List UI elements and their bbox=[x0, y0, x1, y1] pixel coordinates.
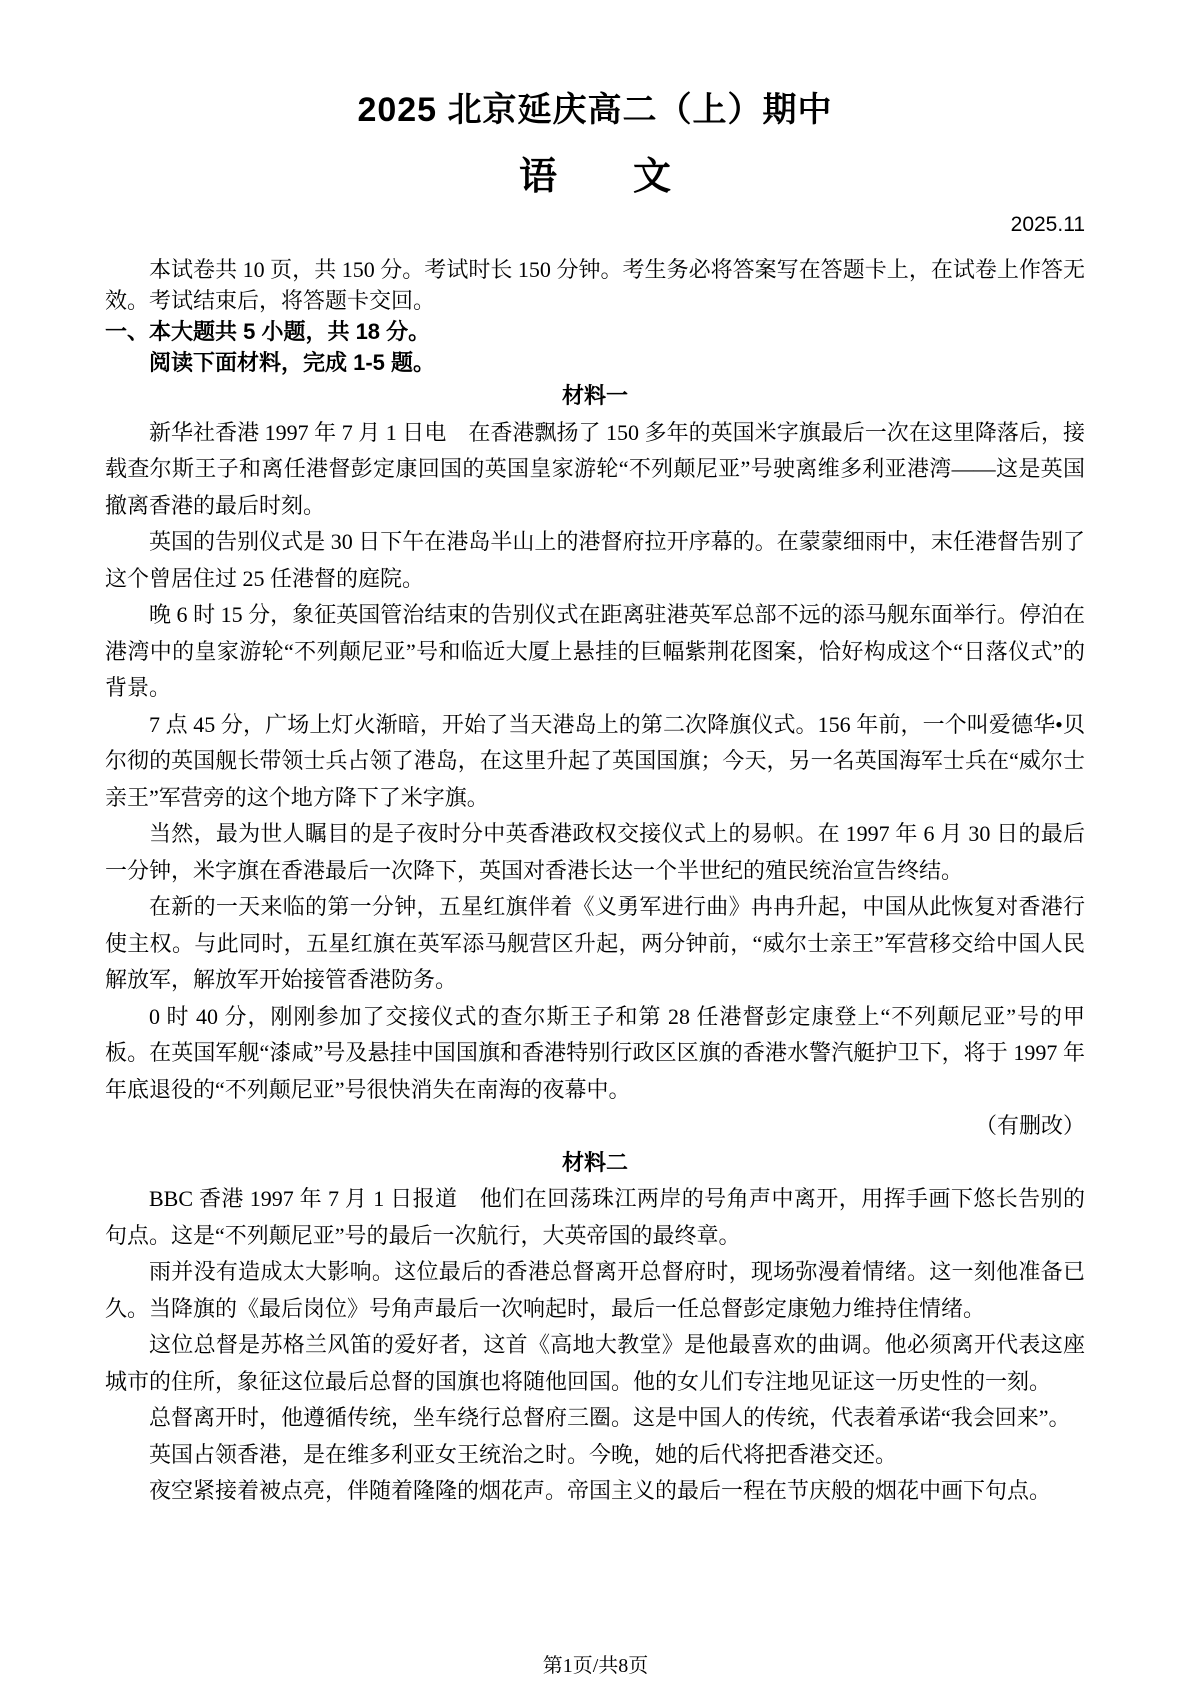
material-2-paragraph: BBC 香港 1997 年 7 月 1 日报道 他们在回荡珠江两岸的号角声中离开，用挥手画下悠长告别的句点。这是“不列颠尼亚”号的最后一次航行，大英帝国的最终章。 bbox=[105, 1186, 1085, 1248]
material-1-heading: 材料一 bbox=[561, 383, 628, 408]
material-2-heading: 材料二 bbox=[561, 1149, 628, 1175]
section-1-heading: 一、本大题共 5 小题，共 18 分。 bbox=[105, 319, 431, 344]
material-1-attribution: （有删改） bbox=[974, 1113, 1085, 1138]
exam-instructions: 本试卷共 10 页，共 150 分。考试时长 150 分钟。考生务必将答案写在答题卡上，在试卷上作答无效。考试结束后，将答题卡交回。 bbox=[105, 257, 1085, 313]
exam-date: 2025.11 bbox=[1010, 213, 1085, 236]
material-2-paragraph: 这位总督是苏格兰风笛的爱好者，这首《高地大教堂》是他最喜欢的曲调。他必须离开代表这座城市的住所，象征这位最后总督的国旗也将随他回国。他的女儿们专注地见证这一历史性的一刻。 bbox=[105, 1332, 1085, 1394]
exam-title: 2025 北京延庆高二（上）期中 bbox=[357, 91, 833, 129]
material-1-paragraph: 在新的一天来临的第一分钟，五星红旗伴着《义勇军进行曲》冉冉升起，中国从此恢复对香港行使主权。与此同时，五星红旗在英军添马舰营区升起，两分钟前，“威尔士亲王”军营移交给中国人民解放军，解放军开始接管香港防务。 bbox=[105, 894, 1085, 992]
material-1-paragraph: 英国的告别仪式是 30 日下午在港岛半山上的港督府拉开序幕的。在蒙蒙细雨中，末任港督告别了这个曾居住过 25 任港督的庭院。 bbox=[105, 529, 1085, 591]
material-1-paragraph: 新华社香港 1997 年 7 月 1 日电 在香港飘扬了 150 多年的英国米字旗最后一次在这里降落后，接载查尔斯王子和离任港督彭定康回国的英国皇家游轮“不列颠尼亚”号驶离维多利亚港湾——这是英国撤离香港的最后时刻。 bbox=[105, 419, 1085, 518]
material-2-paragraph: 英国占领香港，是在维多利亚女王统治之时。今晚，她的后代将把香港交还。 bbox=[149, 1441, 898, 1467]
section-1-instruction: 阅读下面材料，完成 1-5 题。 bbox=[149, 350, 436, 375]
material-2-body bbox=[105, 1181, 1085, 1510]
subject-title: 语 文 bbox=[518, 156, 671, 198]
material-1-paragraph: 7 点 45 分，广场上灯火渐暗，开始了当天港岛上的第二次降旗仪式。156 年前，一个叫爱德华•贝尔彻的英国舰长带领士兵占领了港岛，在这里升起了英国国旗；今天，另一名英国海军士兵在“威尔士亲王”军营旁的这个地方降下了米字旗。 bbox=[105, 711, 1085, 810]
material-2-paragraph: 雨并没有造成太大影响。这位最后的香港总督离开总督府时，现场弥漫着情绪。这一刻他准备已久。当降旗的《最后岗位》号角声最后一次响起时，最后一任总督彭定康勉力维持住情绪。 bbox=[105, 1259, 1085, 1321]
page-number: 第1页/共8页 bbox=[542, 1655, 649, 1677]
material-2-paragraph: 夜空紧接着被点亮，伴随着隆隆的烟花声。帝国主义的最后一程在节庆般的烟花中画下句点。 bbox=[149, 1478, 1052, 1503]
material-1-body bbox=[105, 415, 1085, 1109]
material-1-paragraph: 0 时 40 分，刚刚参加了交接仪式的查尔斯王子和第 28 任港督彭定康登上“不列颠尼亚”号的甲板。在英国军舰“漆咸”号及悬挂中国国旗和香港特别行政区区旗的香港水警汽艇护卫下，将于 1997 年年底退役的“不列颠尼亚”号很快消失在南海的夜幕中。 bbox=[105, 1003, 1085, 1102]
material-1-paragraph: 晚 6 时 15 分，象征英国管治结束的告别仪式在距离驻港英军总部不远的添马舰东面举行。停泊在港湾中的皇家游轮“不列颠尼亚”号和临近大厦上悬挂的巨幅紫荆花图案，恰好构成这个“日落仪式”的背景。 bbox=[105, 602, 1085, 700]
material-2-paragraph: 总督离开时，他遵循传统，坐车绕行总督府三圈。这是中国人的传统，代表着承诺“我会回来”。 bbox=[149, 1405, 1071, 1430]
material-1-paragraph: 当然，最为世人瞩目的是子夜时分中英香港政权交接仪式上的易帜。在 1997 年 6 月 30 日的最后一分钟，米字旗在香港最后一次降下，英国对香港长达一个半世纪的殖民统治宣告终结。 bbox=[105, 821, 1085, 883]
